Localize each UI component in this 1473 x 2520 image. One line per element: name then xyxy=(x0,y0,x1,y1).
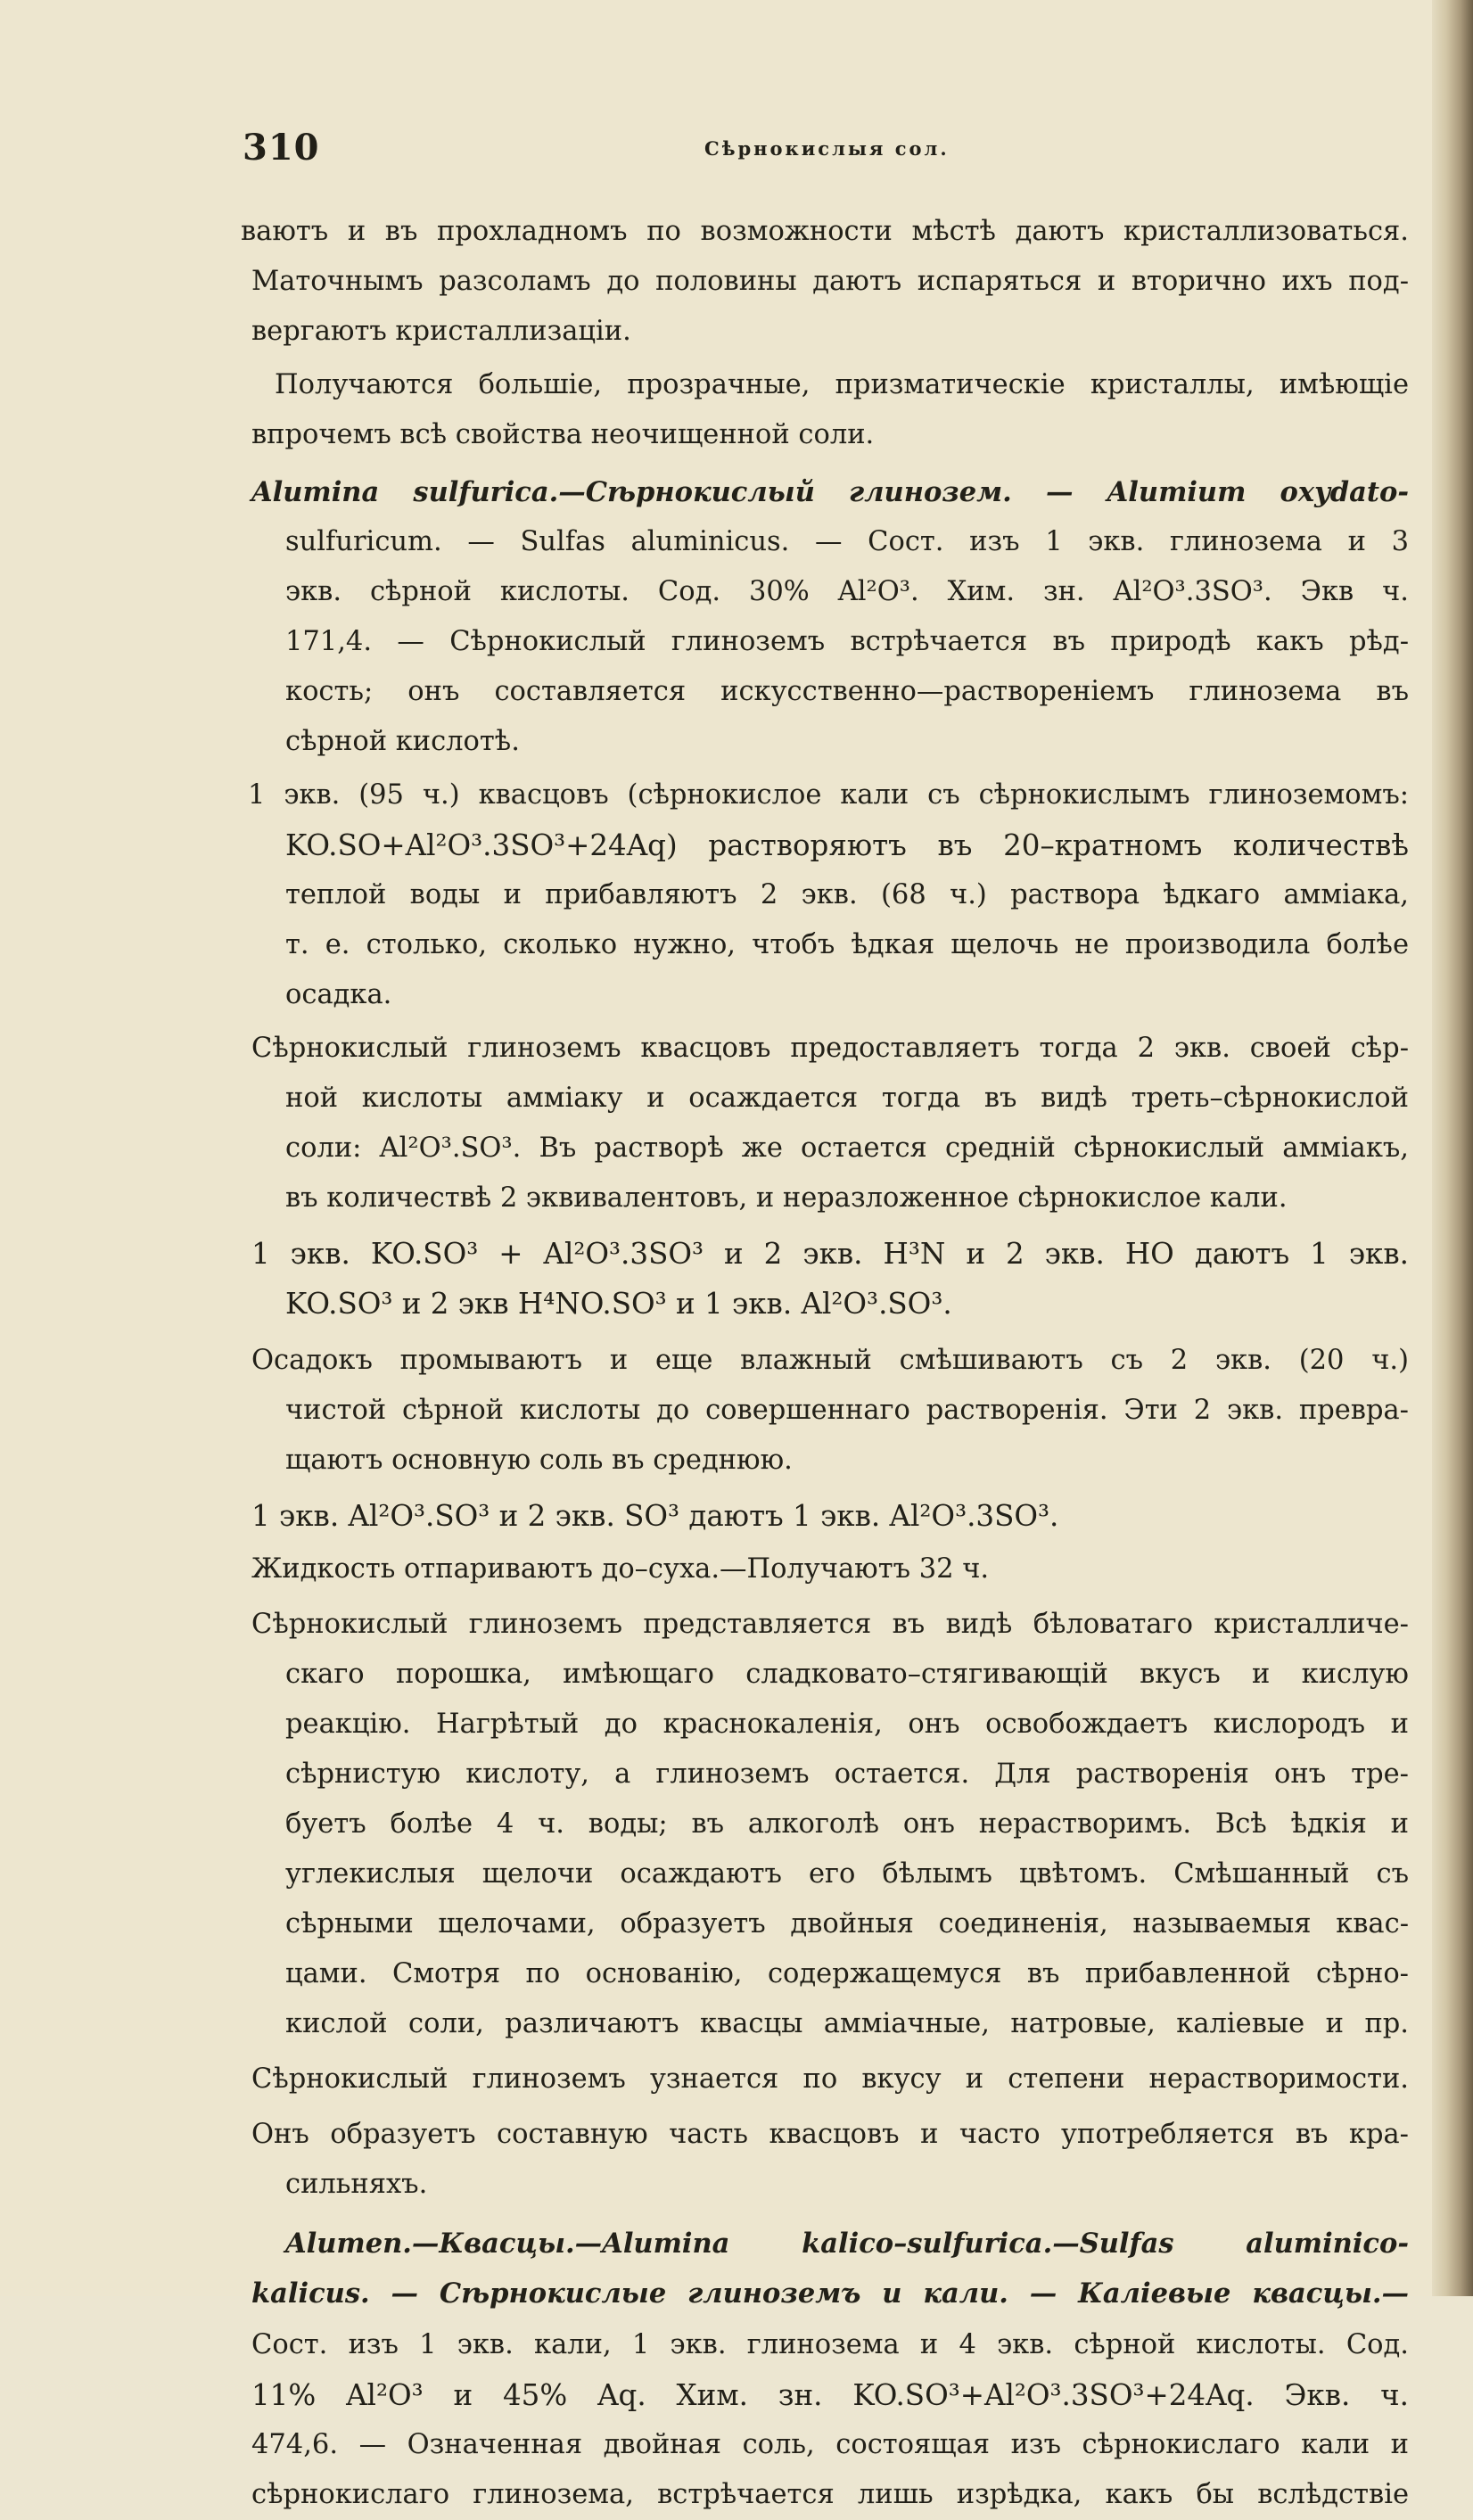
text-line: сѣрнокислаго глинозема, встрѣчается лишь изрѣдка, какъ бы вслѣдствіе xyxy=(251,2479,1409,2510)
entry-heading-line: Alumen.—Квасцы.—Alumina kalico–sulfurica.—Sulfas aluminico- xyxy=(285,2228,1409,2260)
text-line: чистой сѣрной кислоты до совершеннаго растворенія. Эти 2 экв. превра- xyxy=(285,1395,1409,1426)
text-line: sulfuricum. — Sulfas aluminicus. — Сост. изъ 1 экв. глинозема и 3 xyxy=(285,526,1409,557)
text-line: вергаютъ кристаллизаціи. xyxy=(251,316,631,347)
text-line: цами. Смотря по основанію, содержащемуся въ прибавленной сѣрно- xyxy=(285,1958,1409,1989)
text-line: Сѣрнокислый глиноземъ представляется въ видѣ бѣловатаго кристалличе- xyxy=(251,1609,1409,1640)
text-line: впрочемъ всѣ свойства неочищенной соли. xyxy=(251,419,875,450)
text-line: теплой воды и прибавляютъ 2 экв. (68 ч.) раствора ѣдкаго амміака, xyxy=(285,879,1409,910)
text-line: сѣрнистую кислоту, а глиноземъ остается. Для растворенія онъ тре- xyxy=(285,1758,1409,1790)
text-line: ваютъ и въ прохладномъ по возможности мѣстѣ даютъ кристаллизоваться. xyxy=(241,216,1409,247)
text-line: сѣрными щелочами, образуетъ двойныя соединенія, называемыя квас- xyxy=(285,1908,1409,1939)
formula-line: KO.SO+Al²O³.3SO³+24Aq) растворяютъ въ 20–кратномъ количествѣ xyxy=(285,828,1409,862)
text-line: Маточнымъ разсоламъ до половины даютъ испаряться и вторично ихъ под- xyxy=(251,266,1409,297)
text-line: Сѣрнокислый глиноземъ узнается по вкусу и степени нерастворимости. xyxy=(251,2063,1409,2095)
text-line: сѣрной кислотѣ. xyxy=(285,726,520,757)
text-line: въ количествѣ 2 эквивалентовъ, и неразложенное сѣрнокислое кали. xyxy=(285,1182,1288,1214)
text-line: кислой соли, различаютъ квасцы амміачные, натровые, каліевые и пр. xyxy=(285,2008,1409,2039)
text-line: экв. сѣрной кислоты. Сод. 30% Al²O³. Хим. зн. Al²O³.3SO³. Экв ч. xyxy=(285,576,1409,607)
text-line: соли: Al²O³.SO³. Въ растворѣ же остается средній сѣрнокислый амміакъ, xyxy=(285,1132,1409,1164)
entry-heading-line: kalicus. — Сѣрнокислые глиноземъ и кали. — Каліевые квасцы.— xyxy=(251,2277,1409,2310)
text-line: Онъ образуетъ составную часть квасцовъ и часто употребляется въ кра- xyxy=(251,2119,1409,2150)
text-line: Жидкость отпариваютъ до–суха.—Получаютъ 32 ч. xyxy=(251,1553,990,1585)
text-line: 171,4. — Сѣрнокислый глиноземъ встрѣчается въ природѣ какъ рѣд- xyxy=(285,626,1409,657)
text-line: реакцію. Нагрѣтый до краснокаленія, онъ освобождаетъ кислородъ и xyxy=(285,1709,1409,1740)
text-line: Получаются большіе, прозрачные, призматическіе кристаллы, имѣющіе xyxy=(275,369,1409,400)
text-line: ной кислоты амміаку и осаждается тогда въ видѣ треть–сѣрнокислой xyxy=(285,1083,1409,1114)
page-number: 310 xyxy=(243,127,320,169)
text-line: 1 экв. (95 ч.) квасцовъ (сѣрнокислое кали съ сѣрнокислымъ глиноземомъ: xyxy=(248,779,1409,811)
text-line: скаго порошка, имѣющаго сладковато–стягивающій вкусъ и кислую xyxy=(285,1659,1409,1690)
formula-line: 1 экв. KO.SO³ + Al²O³.3SO³ и 2 экв. H³N и 2 экв. HO даютъ 1 экв. xyxy=(251,1237,1409,1271)
formula-line: KO.SO³ и 2 экв H⁴NO.SO³ и 1 экв. Al²O³.SO³. xyxy=(285,1287,952,1321)
text-line: Сост. изъ 1 экв. кали, 1 экв. глинозема и 4 экв. сѣрной кислоты. Сод. xyxy=(251,2329,1409,2360)
text-line: т. е. столько, сколько нужно, чтобъ ѣдкая щелочь не производила болѣе xyxy=(285,929,1409,960)
text-line: щаютъ основную соль въ среднюю. xyxy=(285,1445,793,1476)
text-line: кость; онъ составляется искусственно—раствореніемъ глинозема въ xyxy=(285,676,1409,707)
book-spine-shadow xyxy=(1432,0,1473,2296)
formula-line: 1 экв. Al²O³.SO³ и 2 экв. SO³ даютъ 1 экв. Al²O³.3SO³. xyxy=(251,1499,1059,1533)
running-head: Сѣрнокислыя сол. xyxy=(704,137,950,160)
text-line: буетъ болѣе 4 ч. воды; въ алкоголѣ онъ нерастворимъ. Всѣ ѣдкія и xyxy=(285,1808,1409,1840)
text-line: осадка. xyxy=(285,979,392,1010)
text-line: Сѣрнокислый глиноземъ квасцовъ предоставляетъ тогда 2 экв. своей сѣр- xyxy=(251,1033,1409,1064)
entry-heading-line: Alumina sulfurica.—Сѣрнокислый глинозем. — Alumium oxydato- xyxy=(251,476,1409,508)
page-header xyxy=(0,0,1427,178)
text-line: Осадокъ промываютъ и еще влажный смѣшиваютъ съ 2 экв. (20 ч.) xyxy=(251,1345,1409,1376)
text-line: 474,6. — Означенная двойная соль, состоящая изъ сѣрнокислаго кали и xyxy=(251,2429,1409,2460)
text-line: углекислыя щелочи осаждаютъ его бѣлымъ цвѣтомъ. Смѣшанный съ xyxy=(285,1858,1409,1890)
text-line: сильняхъ. xyxy=(285,2169,428,2200)
formula-line: 11% Al²O³ и 45% Aq. Хим. зн. KO.SO³+Al²O³.3SO³+24Aq. Экв. ч. xyxy=(251,2378,1409,2412)
